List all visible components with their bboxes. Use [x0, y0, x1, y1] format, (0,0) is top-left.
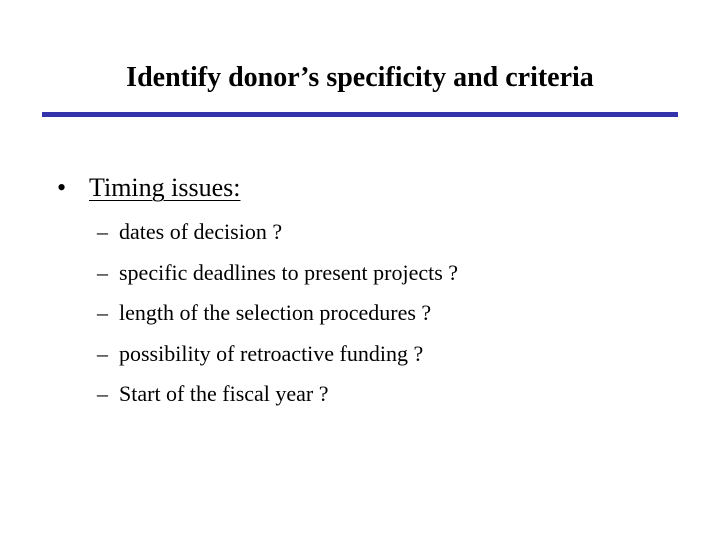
sub-bullet-marker: –	[97, 259, 108, 285]
list-item	[97, 212, 458, 253]
list-item-text: possibility of retroactive funding ?	[119, 340, 424, 366]
list-item-text: specific deadlines to present projects ?	[119, 259, 459, 285]
list-item	[97, 374, 458, 415]
list-item	[97, 253, 458, 294]
list-item	[97, 293, 458, 334]
list-item-text: Start of the fiscal year ?	[119, 381, 329, 407]
sub-bullet-marker: –	[97, 340, 108, 366]
list-item	[97, 334, 458, 375]
bullet-timing-issues	[57, 171, 240, 205]
sub-bullet-list	[97, 212, 458, 415]
sub-bullet-marker: –	[97, 381, 108, 407]
list-item-text: length of the selection procedures ?	[119, 300, 432, 326]
slide-title: Identify donor’s specificity and criteria	[126, 62, 594, 93]
list-item-text: dates of decision ?	[119, 219, 283, 244]
bullet-marker: •	[57, 173, 67, 202]
sub-bullet-marker: –	[97, 300, 108, 326]
sub-bullet-marker: –	[97, 219, 108, 244]
bullet-heading: Timing issues:	[89, 173, 241, 202]
title-divider	[42, 112, 678, 117]
